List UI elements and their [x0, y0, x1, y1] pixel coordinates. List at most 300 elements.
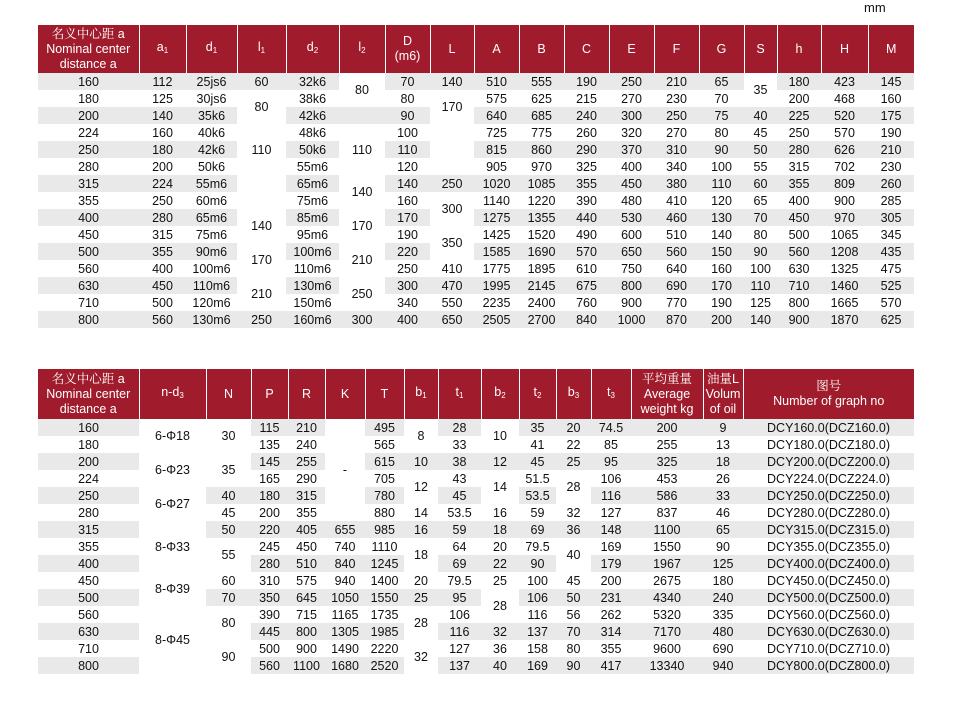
table-cell: 42k6 — [286, 107, 339, 124]
table-cell: 445 — [251, 623, 288, 640]
table-cell: 350 — [251, 589, 288, 606]
table-cell: 12 — [404, 470, 438, 504]
table-cell: 79.5 — [438, 572, 481, 589]
table-row — [38, 158, 914, 175]
table-cell: DCY450.0(DCZ450.0) — [743, 572, 914, 589]
table-cell: 69 — [438, 555, 481, 572]
table-cell: 1305 — [325, 623, 365, 640]
table-cell: 190 — [868, 124, 914, 141]
table-row — [38, 107, 914, 124]
table-cell: 116 — [591, 487, 631, 504]
table-cell: 9600 — [631, 640, 703, 657]
table-cell: 940 — [703, 657, 743, 674]
table-cell: 125 — [139, 90, 186, 107]
column-header: L — [430, 25, 474, 73]
table-cell: 50 — [744, 141, 777, 158]
table-cell: 40 — [481, 657, 519, 674]
table-cell: 380 — [654, 175, 699, 192]
table-cell: DCY160.0(DCZ160.0) — [743, 419, 914, 436]
table-cell: 1490 — [325, 640, 365, 657]
table-cell: 80 — [237, 90, 286, 124]
table-cell: 43 — [438, 470, 481, 487]
table-cell: 1585 — [474, 243, 519, 260]
table-cell: 26 — [703, 470, 743, 487]
table-cell: 135 — [251, 436, 288, 453]
table-cell: 110 — [237, 124, 286, 175]
table-cell: 169 — [519, 657, 556, 674]
table-cell: 270 — [609, 90, 654, 107]
table-cell: 355 — [591, 640, 631, 657]
table-cell: 30 — [206, 419, 251, 453]
table-cell: 130 — [699, 209, 744, 226]
table-cell: 450 — [777, 209, 821, 226]
table-cell: 35 — [744, 73, 777, 107]
table-cell: 560 — [139, 311, 186, 328]
table-cell: 495 — [365, 419, 404, 436]
table-cell: 355 — [38, 538, 139, 555]
table-cell: 1995 — [474, 277, 519, 294]
table-cell: 2520 — [365, 657, 404, 674]
table-cell: 28 — [404, 606, 438, 640]
table-cell: 250 — [237, 311, 286, 328]
table-cell: 170 — [699, 277, 744, 294]
table-cell: 200 — [699, 311, 744, 328]
table-cell: DCY560.0(DCZ560.0) — [743, 606, 914, 623]
table-cell: 1245 — [365, 555, 404, 572]
table-cell: 450 — [609, 175, 654, 192]
table-cell: 16 — [404, 521, 438, 538]
table-cell: 560 — [654, 243, 699, 260]
table-cell: 13340 — [631, 657, 703, 674]
table-cell: 255 — [631, 436, 703, 453]
table-cell: 280 — [251, 555, 288, 572]
column-header: H — [821, 25, 868, 73]
table-cell: 110m6 — [286, 260, 339, 277]
table-cell: 200 — [777, 90, 821, 107]
table-cell: 12 — [481, 453, 519, 470]
table-cell: 815 — [474, 141, 519, 158]
table-cell: 110 — [385, 141, 430, 158]
table-cell: 35 — [206, 453, 251, 487]
table-cell: 500 — [139, 294, 186, 311]
table-cell: 710 — [38, 640, 139, 657]
table-cell: 65 — [744, 192, 777, 209]
table-cell: 13 — [703, 436, 743, 453]
table-cell: 22 — [481, 555, 519, 572]
table-cell: 130m6 — [186, 311, 237, 328]
table-row — [38, 243, 914, 260]
table-cell: 137 — [519, 623, 556, 640]
table-cell: 60 — [206, 572, 251, 589]
table-cell: 180 — [251, 487, 288, 504]
table-cell: 860 — [519, 141, 564, 158]
table-row — [38, 141, 914, 158]
table-cell: 18 — [481, 521, 519, 538]
table-cell: 45 — [206, 504, 251, 521]
column-header: $b_2$ — [481, 369, 519, 419]
table-cell: 85 — [591, 436, 631, 453]
table-cell: 1100 — [288, 657, 325, 674]
table-cell: 180 — [38, 436, 139, 453]
table-cell: 630 — [777, 260, 821, 277]
table-cell: 510 — [654, 226, 699, 243]
table-cell: 715 — [288, 606, 325, 623]
table-cell: 40k6 — [186, 124, 237, 141]
table-cell: 180 — [777, 73, 821, 90]
table-row — [38, 606, 914, 623]
table-cell: 570 — [821, 124, 868, 141]
table-cell: 970 — [821, 209, 868, 226]
table-cell: 740 — [325, 538, 365, 555]
table-cell: 560 — [38, 606, 139, 623]
table-cell: 25 — [404, 589, 438, 606]
table-cell: 20 — [556, 419, 591, 436]
table-cell: 8-Φ45 — [139, 606, 206, 674]
table-cell: 125 — [703, 555, 743, 572]
table-cell: 305 — [868, 209, 914, 226]
table-cell: DCY200.0(DCZ200.0) — [743, 453, 914, 470]
table-cell: 1220 — [519, 192, 564, 209]
table-cell: 90 — [703, 538, 743, 555]
table-cell: 18 — [703, 453, 743, 470]
table-cell: 70 — [556, 623, 591, 640]
table-cell: 500 — [38, 589, 139, 606]
table-cell: 355 — [139, 243, 186, 260]
table-cell: 1140 — [474, 192, 519, 209]
table-cell: 1425 — [474, 226, 519, 243]
table-cell: 50k6 — [186, 158, 237, 175]
table-cell: 630 — [38, 277, 139, 294]
table-cell: 64 — [438, 538, 481, 555]
table-cell: 25js6 — [186, 73, 237, 90]
table-cell: 180 — [703, 572, 743, 589]
table-cell: 1775 — [474, 260, 519, 277]
table-cell: 300 — [430, 192, 474, 226]
table-cell: 423 — [821, 73, 868, 90]
table-cell: 250 — [609, 73, 654, 90]
table-cell: 245 — [251, 538, 288, 555]
table-cell: 137 — [438, 657, 481, 674]
table-cell: 90m6 — [186, 243, 237, 260]
table-cell: 41 — [519, 436, 556, 453]
table-cell: 453 — [631, 470, 703, 487]
table-cell: 45 — [556, 572, 591, 589]
table-cell: 1100 — [631, 521, 703, 538]
table-cell: 250 — [339, 277, 385, 311]
table-cell: 160 — [699, 260, 744, 277]
table-cell: 6-Φ27 — [139, 487, 206, 521]
table-cell: 8 — [404, 419, 438, 453]
table-cell: 1325 — [821, 260, 868, 277]
table-cell: 870 — [654, 311, 699, 328]
table-cell: 390 — [251, 606, 288, 623]
table-cell: 640 — [654, 260, 699, 277]
table-cell: 905 — [474, 158, 519, 175]
table-row — [38, 90, 914, 107]
column-header: $t_1$ — [438, 369, 481, 419]
table-cell: 32 — [481, 623, 519, 640]
table-cell: 250 — [777, 124, 821, 141]
table-cell: 200 — [139, 158, 186, 175]
table-cell: 215 — [564, 90, 609, 107]
table-cell: 125 — [744, 294, 777, 311]
table-cell: DCY630.0(DCZ630.0) — [743, 623, 914, 640]
table-cell: 140 — [699, 226, 744, 243]
table-cell: 315 — [777, 158, 821, 175]
table-cell: 179 — [591, 555, 631, 572]
table-cell: 710 — [38, 294, 139, 311]
table-row — [38, 73, 914, 90]
table-cell: 290 — [288, 470, 325, 487]
weight-table — [38, 369, 914, 674]
table-cell: 160 — [139, 124, 186, 141]
table-cell: 65 — [703, 521, 743, 538]
table-cell: 116 — [519, 606, 556, 623]
column-header: K — [325, 369, 365, 419]
table-cell: 325 — [564, 158, 609, 175]
table-cell: 250 — [38, 141, 139, 158]
table-cell: 250 — [139, 192, 186, 209]
table-cell: 440 — [564, 209, 609, 226]
table-cell: 150m6 — [286, 294, 339, 311]
table-cell: 370 — [609, 141, 654, 158]
table-row — [38, 311, 914, 328]
table-cell: 90 — [385, 107, 430, 124]
table-cell: 224 — [38, 470, 139, 487]
table-cell: 95 — [591, 453, 631, 470]
table-cell: 575 — [288, 572, 325, 589]
table-cell — [237, 175, 286, 209]
table-cell: 800 — [777, 294, 821, 311]
table-cell: 200 — [591, 572, 631, 589]
table-cell: 685 — [519, 107, 564, 124]
column-header: $l_2$ — [339, 25, 385, 73]
table-cell: DCY280.0(DCZ280.0) — [743, 504, 914, 521]
table-cell: 60 — [237, 73, 286, 90]
table-cell: 450 — [38, 572, 139, 589]
table-cell: 127 — [591, 504, 631, 521]
column-header: $d_2$ — [286, 25, 339, 73]
table-cell: 250 — [385, 260, 430, 277]
table-cell: 38k6 — [286, 90, 339, 107]
table-cell: 880 — [365, 504, 404, 521]
table-cell: 560 — [38, 260, 139, 277]
table-cell: 1985 — [365, 623, 404, 640]
table-cell: 1967 — [631, 555, 703, 572]
table-cell: 586 — [631, 487, 703, 504]
table-cell: DCY800.0(DCZ800.0) — [743, 657, 914, 674]
table-cell: 28 — [481, 589, 519, 623]
table-cell: 800 — [38, 311, 139, 328]
table-cell: 320 — [609, 124, 654, 141]
table-cell: 1085 — [519, 175, 564, 192]
table-cell: 30js6 — [186, 90, 237, 107]
table-cell: 106 — [438, 606, 481, 623]
table-cell: 300 — [385, 277, 430, 294]
table-header-row — [38, 25, 914, 73]
column-header: 图号 Number of graph no — [743, 369, 914, 419]
table-cell: 760 — [564, 294, 609, 311]
table-cell: 148 — [591, 521, 631, 538]
table-cell: 690 — [654, 277, 699, 294]
table-cell: 40 — [556, 538, 591, 572]
table-cell: 480 — [609, 192, 654, 209]
table-cell: 140 — [430, 73, 474, 90]
table-cell: 705 — [365, 470, 404, 487]
table-cell: 300 — [339, 311, 385, 328]
table-row — [38, 175, 914, 192]
table-cell: 480 — [703, 623, 743, 640]
table-cell: 32 — [404, 640, 438, 674]
table-cell: 160 — [38, 73, 139, 90]
table-cell: 210 — [288, 419, 325, 436]
table-cell: 200 — [38, 107, 139, 124]
table-cell: 65m6 — [186, 209, 237, 226]
table-cell: 325 — [631, 453, 703, 470]
table-cell: 710 — [777, 277, 821, 294]
column-header: $t_2$ — [519, 369, 556, 419]
table-cell: 400 — [385, 311, 430, 328]
table-cell: 45 — [519, 453, 556, 470]
table-cell: 1400 — [365, 572, 404, 589]
table-cell: 22 — [556, 436, 591, 453]
table-cell: 110 — [699, 175, 744, 192]
table-cell: 650 — [430, 311, 474, 328]
table-cell: 95 — [438, 589, 481, 606]
table-cell: 490 — [564, 226, 609, 243]
table-cell: 2505 — [474, 311, 519, 328]
table-cell: 1870 — [821, 311, 868, 328]
table-cell: 800 — [38, 657, 139, 674]
column-header: 平均重量 Average weight kg — [631, 369, 703, 419]
column-header: $a_1$ — [139, 25, 186, 73]
table-cell: 38 — [438, 453, 481, 470]
table-cell: 314 — [591, 623, 631, 640]
table-cell: 390 — [564, 192, 609, 209]
table-cell: 112 — [139, 73, 186, 90]
table-row — [38, 260, 914, 277]
column-header: 名义中心距 a Nominal center distance a — [38, 369, 139, 419]
table-cell: 60m6 — [186, 192, 237, 209]
table-cell: 280 — [777, 141, 821, 158]
table-cell: 175 — [868, 107, 914, 124]
table-row — [38, 226, 914, 243]
table-cell: 1065 — [821, 226, 868, 243]
table-cell: 626 — [821, 141, 868, 158]
table-cell: 400 — [609, 158, 654, 175]
table-cell: 570 — [564, 243, 609, 260]
table-cell: 160 — [868, 90, 914, 107]
table-cell: 475 — [868, 260, 914, 277]
table-cell: 1460 — [821, 277, 868, 294]
table-cell: DCY250.0(DCZ250.0) — [743, 487, 914, 504]
table-cell: 417 — [591, 657, 631, 674]
column-header: D (m6) — [385, 25, 430, 73]
table-cell: 140 — [744, 311, 777, 328]
table-cell: 120 — [385, 158, 430, 175]
table-cell: 8-Φ33 — [139, 521, 206, 572]
table-cell: 500 — [38, 243, 139, 260]
table-cell: - — [325, 419, 365, 521]
table-cell: 510 — [288, 555, 325, 572]
table-cell: 100 — [744, 260, 777, 277]
table-cell: 900 — [288, 640, 325, 657]
table-cell: DCY355.0(DCZ355.0) — [743, 538, 914, 555]
column-header: F — [654, 25, 699, 73]
table-cell: 5320 — [631, 606, 703, 623]
table-cell: 655 — [325, 521, 365, 538]
table-cell: 615 — [365, 453, 404, 470]
table-cell: 410 — [430, 260, 474, 277]
table-cell: 74.5 — [591, 419, 631, 436]
table-cell: 90 — [206, 640, 251, 674]
table-cell: 1735 — [365, 606, 404, 623]
table-cell: 355 — [38, 192, 139, 209]
table-cell: 2220 — [365, 640, 404, 657]
table-cell: 290 — [564, 141, 609, 158]
table-cell: 140 — [339, 175, 385, 209]
table-cell — [430, 124, 474, 175]
table-cell: 555 — [519, 73, 564, 90]
table-cell: 400 — [38, 209, 139, 226]
table-cell: 9 — [703, 419, 743, 436]
table-cell: 565 — [365, 436, 404, 453]
table-cell: 110 — [339, 124, 385, 175]
table-cell: 800 — [609, 277, 654, 294]
table-cell: 59 — [438, 521, 481, 538]
table-cell: 169 — [591, 538, 631, 555]
table-cell: 240 — [288, 436, 325, 453]
table-cell: 48k6 — [286, 124, 339, 141]
table-cell: 116 — [438, 623, 481, 640]
column-header: h — [777, 25, 821, 73]
column-header: B — [519, 25, 564, 73]
table-cell: 145 — [251, 453, 288, 470]
table-cell: 2675 — [631, 572, 703, 589]
table-cell: DCY315.0(DCZ315.0) — [743, 521, 914, 538]
table-cell: 110m6 — [186, 277, 237, 294]
table-cell: 280 — [38, 158, 139, 175]
table-cell: 14 — [404, 504, 438, 521]
table-cell: 405 — [288, 521, 325, 538]
table-cell: 355 — [777, 175, 821, 192]
table-cell: 210 — [654, 73, 699, 90]
column-header: M — [868, 25, 914, 73]
table-cell: 79.5 — [519, 538, 556, 555]
table-cell: 106 — [591, 470, 631, 487]
table-cell: 28 — [438, 419, 481, 436]
table-row — [38, 453, 914, 470]
table-cell: 675 — [564, 277, 609, 294]
table-cell: 220 — [251, 521, 288, 538]
table-cell: 840 — [325, 555, 365, 572]
table-cell: 650 — [609, 243, 654, 260]
table-cell: 315 — [38, 521, 139, 538]
table-cell: 100 — [385, 124, 430, 141]
table-cell: 158 — [519, 640, 556, 657]
table-cell: 115 — [251, 419, 288, 436]
column-header: $l_1$ — [237, 25, 286, 73]
table-row — [38, 572, 914, 589]
table-cell: 770 — [654, 294, 699, 311]
table-cell: 45 — [744, 124, 777, 141]
table-cell: 900 — [821, 192, 868, 209]
table-cell: 80 — [699, 124, 744, 141]
column-header: A — [474, 25, 519, 73]
table-cell: 90 — [556, 657, 591, 674]
table-cell: 225 — [777, 107, 821, 124]
table-cell: 900 — [609, 294, 654, 311]
